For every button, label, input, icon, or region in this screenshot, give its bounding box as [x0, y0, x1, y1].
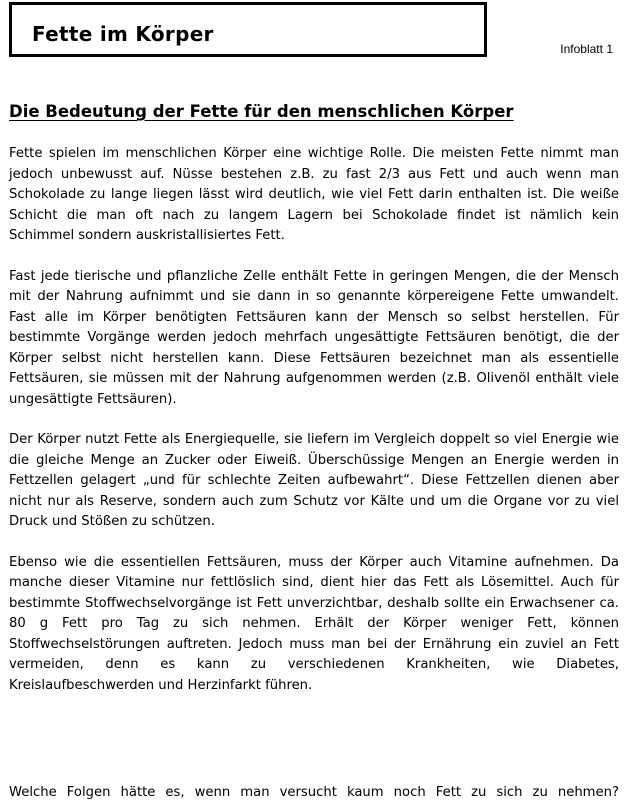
paragraph: Fette spielen im menschlichen Körper eine wichtige Rolle. Die meisten Fette nimmt man jedoch unbewusst auf. Nüsse bestehen z.B. zu fast 2/3 aus Fett und auch wenn man Schokolade zu lange liegen lässt wird deutlich, wie viel Fett darin enthalten ist. Die weiße Schicht die man oft nach zu langem Lagern bei Schokolade findet ist nämlich kein Schimmel sondern auskristallisiertes Fett.: [9, 146, 619, 243]
paragraph: Fast jede tierische und pflanzliche Zelle enthält Fette in geringen Mengen, die der Mensch mit der Nahrung aufnimmt und sie dann in so genannte körpereigene Fette umwandelt. Fast alle im Körper benötigten Fettsäuren kann der Mensch so selbst herstellen. Für bestimmte Vorgänge werden jedoch mehrfach ungesättigte Fettsäuren benötigt, die der Körper selbst nicht herstellen kann. Diese Fettsäuren bezeichnet man als essentielle Fettsäuren, sie müssen mit der Nahrung aufgenommen werden (z.B. Olivenöl enthält viele ungesättigte Fettsäuren).: [9, 268, 619, 407]
body-text: [9, 144, 619, 716]
title-box: [9, 2, 487, 57]
sheet-label: Infoblatt 1: [560, 42, 613, 56]
page-title: Fette im Körper: [32, 22, 214, 46]
section-heading: Die Bedeutung der Fette für den menschlichen Körper: [9, 102, 514, 121]
paragraph: Der Körper nutzt Fette als Energiequelle, sie liefern im Vergleich doppelt so viel Energie wie die gleiche Menge an Zucker oder Eiweiß. Überschüssige Mengen an Energie werden in Fettzellen gelagert „und für schlechte Zeiten aufbewahrt“. Diese Fettzellen dienen aber nicht nur als Reserve, sondern auch zum Schutz vor Kälte und um die Organe vor zu viel Druck und Stößen zu schützen.: [9, 432, 619, 529]
question-text: Welche Folgen hätte es, wenn man versucht kaum noch Fett zu sich zu nehmen?: [9, 785, 619, 800]
paragraph: Ebenso wie die essentiellen Fettsäuren, muss der Körper auch Vitamine aufnehmen. Da manche dieser Vitamine nur fettlöslich sind, dient hier das Fett als Lösemittel. Auch für bestimmte Stoffwechselvorgänge ist Fett unverzichtbar, deshalb sollte ein Erwachsener ca. 80 g Fett pro Tag zu sich nehmen. Erhält der Körper weniger Fett, können Stoffwechselstörungen auftreten. Jedoch muss man bei der Ernährung ein zuviel an Fett vermeiden, denn es kann zu verschiedenen Krankheiten, wie Diabetes, Kreislaufbeschwerden und Herzinfarkt führen.: [9, 554, 619, 693]
